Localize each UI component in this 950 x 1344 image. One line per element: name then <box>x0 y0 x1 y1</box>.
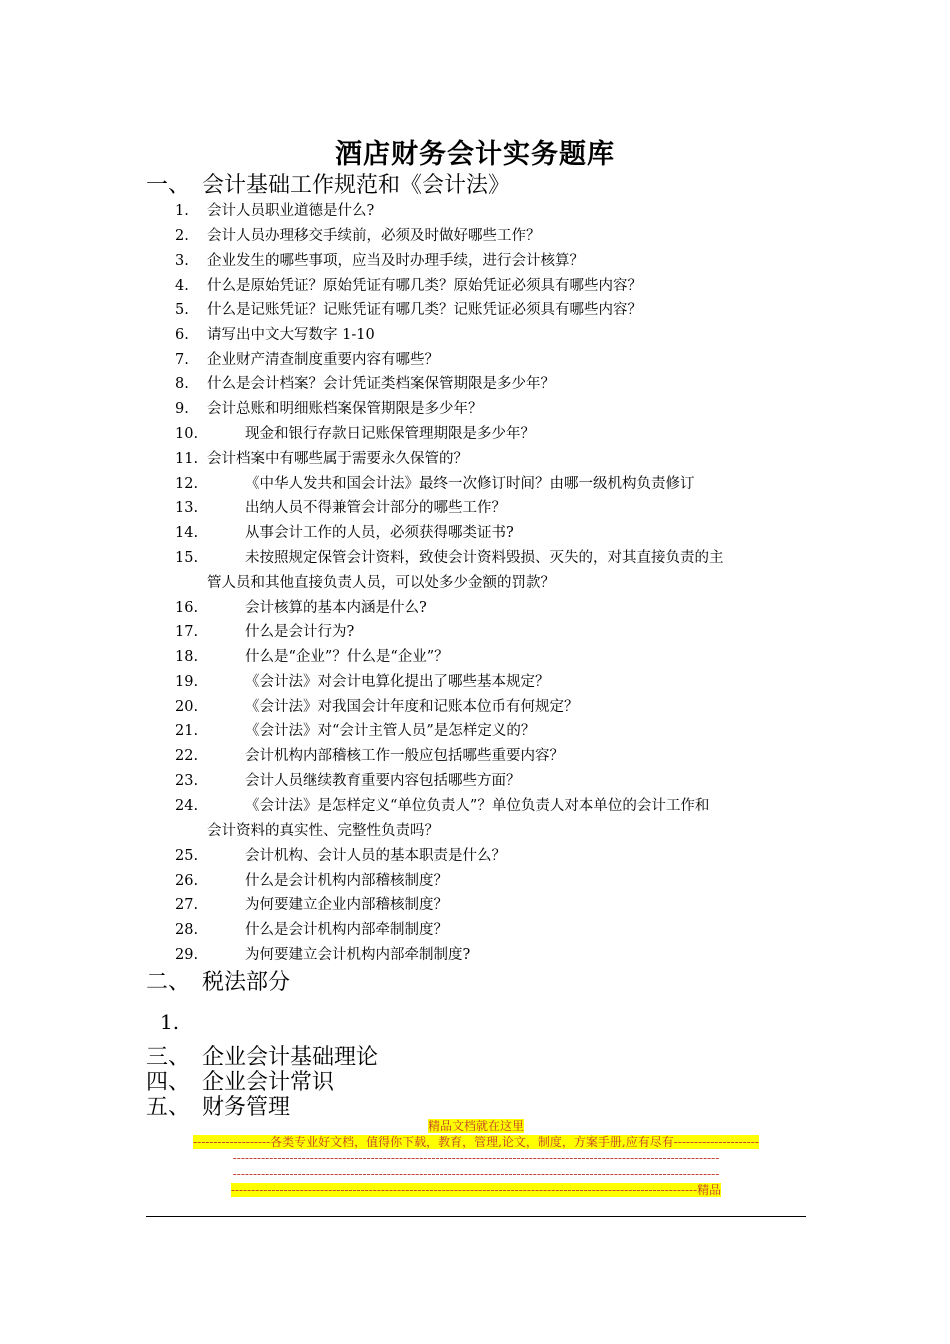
question-number: 7. <box>175 352 189 368</box>
question-text-continuation: 会计资料的真实性、完整性负责吗？ <box>207 823 439 839</box>
section-label: 企业会计基础理论 <box>202 1045 379 1070</box>
question-item <box>175 945 470 965</box>
footer-line-4: ------------------------------------------------------------------------------------------------------------------------ <box>232 1167 720 1181</box>
section-number: 一、 <box>146 173 191 198</box>
question-item <box>175 920 448 940</box>
question-number: 29. <box>175 947 199 963</box>
question-number: 19. <box>175 674 199 690</box>
question-text: 会计核算的基本内涵是什么? <box>245 600 427 616</box>
question-text: 《会计法》对“会计主管人员”是怎样定义的？ <box>245 723 536 739</box>
question-text: 会计人员职业道德是什么? <box>207 203 375 219</box>
document-title: 酒店财务会计实务题库 <box>335 139 615 170</box>
question-text: 什么是会计机构内部牵制制度？ <box>245 922 448 938</box>
question-number: 18. <box>175 649 199 665</box>
section-heading-1 <box>146 173 510 199</box>
question-item <box>175 350 439 370</box>
question-text: 会计档案中有哪些属于需要永久保管的？ <box>207 451 468 467</box>
question-item <box>175 846 506 866</box>
section-heading-4 <box>146 1070 334 1096</box>
section-label: 财务管理 <box>202 1095 291 1120</box>
question-number: 6. <box>175 327 189 343</box>
question-item <box>175 523 514 543</box>
section-number: 三、 <box>146 1045 191 1070</box>
section-label: 税法部分 <box>202 970 291 995</box>
question-item <box>175 276 642 296</box>
question-item <box>175 598 427 618</box>
question-number: 12. <box>175 476 199 492</box>
question-number: 1. <box>175 203 189 219</box>
question-number: 4. <box>175 278 189 294</box>
question-item <box>175 697 579 717</box>
question-item <box>175 746 564 766</box>
question-number: 15. <box>175 550 199 566</box>
question-text: 会计机构、会计人员的基本职责是什么？ <box>245 848 506 864</box>
question-text: 什么是原始凭证？原始凭证有哪几类？原始凭证必须具有哪些内容？ <box>207 278 642 294</box>
question-text: 《中华人发共和国会计法》最终一次修订时间？由哪一级机构负责修订 <box>245 476 695 492</box>
question-text: 企业发生的哪些事项，应当及时办理手续，进行会计核算？ <box>207 253 584 269</box>
question-text: 为何要建立会计机构内部牵制制度? <box>245 947 471 963</box>
question-number: 28. <box>175 922 199 938</box>
question-text: 什么是“企业”？什么是“企业”？ <box>245 649 449 665</box>
question-number: 10. <box>175 426 199 442</box>
question-item <box>175 672 550 692</box>
question-number: 14. <box>175 525 199 541</box>
question-number: 9. <box>175 401 189 417</box>
question-text: 从事会计工作的人员，必须获得哪类证书? <box>245 525 514 541</box>
section-heading-3 <box>146 1045 378 1071</box>
question-item <box>175 895 448 915</box>
question-number: 22. <box>175 748 199 764</box>
section-number: 二、 <box>146 970 191 995</box>
question-number: 23. <box>175 773 199 789</box>
question-item <box>175 548 724 591</box>
question-number: 16. <box>175 600 199 616</box>
question-text: 请写出中文大写数字 1-10 <box>207 327 375 343</box>
question-item <box>175 871 448 891</box>
tax-item-number: 1. <box>160 1010 180 1034</box>
question-item <box>175 647 449 667</box>
question-item <box>175 424 535 444</box>
question-number: 21. <box>175 723 199 739</box>
question-number: 5. <box>175 302 189 318</box>
question-item <box>175 721 535 741</box>
question-text: 未按照规定保管会计资料，致使会计资料毁损、灭失的，对其直接负责的主 <box>245 550 724 566</box>
section-number: 五、 <box>146 1095 191 1120</box>
question-text: 企业财产清查制度重要内容有哪些？ <box>207 352 439 368</box>
question-item <box>175 474 695 494</box>
question-item <box>175 796 710 839</box>
question-text: 什么是会计行为? <box>245 624 355 640</box>
question-number: 25. <box>175 848 199 864</box>
question-number: 27. <box>175 897 199 913</box>
section-number: 四、 <box>146 1070 191 1095</box>
question-text: 什么是记账凭证？记账凭证有哪几类？记账凭证必须具有哪些内容？ <box>207 302 642 318</box>
question-text: 什么是会计机构内部稽核制度？ <box>245 873 448 889</box>
footer-line-3: ------------------------------------------------------------------------------------------------------------------------ <box>232 1151 720 1165</box>
question-text: 什么是会计档案？会计凭证类档案保管期限是多少年？ <box>207 376 555 392</box>
question-text: 会计机构内部稽核工作一般应包括哪些重要内容？ <box>245 748 564 764</box>
question-item <box>175 251 584 271</box>
question-text: 出纳人员不得兼管会计部分的哪些工作？ <box>245 500 506 516</box>
question-item <box>175 399 483 419</box>
question-item <box>175 374 555 394</box>
question-number: 13. <box>175 500 199 516</box>
question-number: 26. <box>175 873 199 889</box>
question-number: 11. <box>175 451 199 467</box>
question-text: 《会计法》是怎样定义“单位负责人”？单位负责人对本单位的会计工作和 <box>245 798 710 814</box>
question-item <box>175 201 374 221</box>
footer-divider <box>146 1216 806 1217</box>
question-number: 20. <box>175 699 199 715</box>
question-text: 会计人员办理移交手续前，必须及时做好哪些工作？ <box>207 228 541 244</box>
question-text: 《会计法》对会计电算化提出了哪些基本规定？ <box>245 674 550 690</box>
question-item <box>175 771 521 791</box>
question-number: 24. <box>175 798 199 814</box>
section-label: 会计基础工作规范和《会计法》 <box>202 173 511 198</box>
question-item <box>175 449 468 469</box>
question-text: 会计总账和明细账档案保管期限是多少年？ <box>207 401 483 417</box>
question-number: 8. <box>175 376 189 392</box>
footer-banner <box>146 1118 806 1198</box>
footer-line-1: 精品文档就在这里 <box>427 1119 524 1133</box>
footer-line-5: -------------------------------------------------------------------------------------------------------------------精品 <box>230 1183 722 1197</box>
question-number: 17. <box>175 624 199 640</box>
question-item <box>175 498 506 518</box>
question-text: 为何要建立企业内部稽核制度？ <box>245 897 448 913</box>
section-heading-2 <box>146 970 290 996</box>
question-text: 现金和银行存款日记账保管理期限是多少年？ <box>245 426 535 442</box>
question-text: 《会计法》对我国会计年度和记账本位币有何规定？ <box>245 699 579 715</box>
section-label: 企业会计常识 <box>202 1070 335 1095</box>
question-item <box>175 226 541 246</box>
question-number: 2. <box>175 228 189 244</box>
question-text-continuation: 管人员和其他直接负责人员，可以处多少金额的罚款？ <box>207 575 555 591</box>
footer-line-2: -------------------各类专业好文档，值得你下载，教育，管理,论文，制度，方案手册,应有尽有--------------------- <box>193 1135 759 1149</box>
question-item <box>175 325 375 345</box>
question-number: 3. <box>175 253 189 269</box>
question-text: 会计人员继续教育重要内容包括哪些方面？ <box>245 773 521 789</box>
question-item <box>175 622 354 642</box>
question-item <box>175 300 642 320</box>
